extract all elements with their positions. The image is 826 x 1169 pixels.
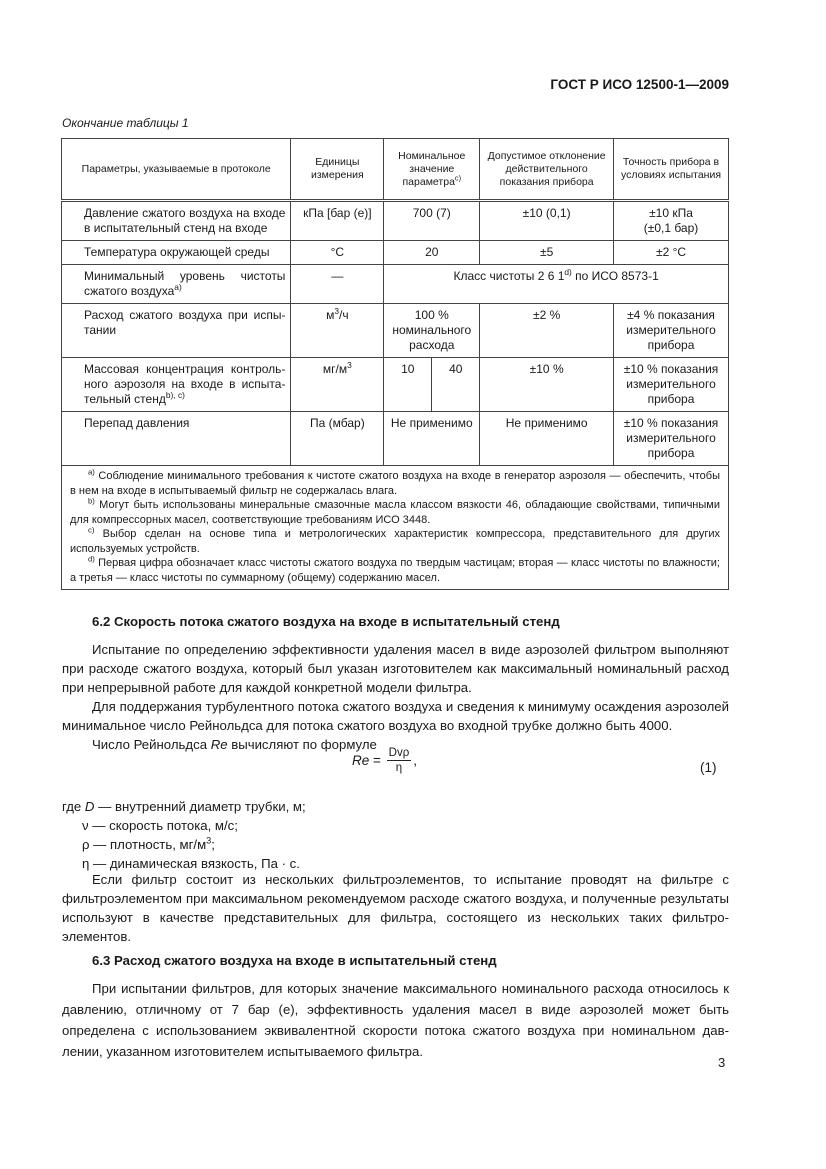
- section-6-3-title: 6.3 Расход сжатого воздуха на входе в испытательный стенд: [92, 953, 497, 968]
- row-deviation: ±5: [480, 241, 614, 265]
- header-nominal: Номинальное значение параметра$^{c)}$: [384, 139, 480, 201]
- row-units: —: [291, 265, 384, 304]
- row-accuracy: ±2 °С: [614, 241, 729, 265]
- row-nominal-a: 10: [384, 358, 432, 412]
- equation-number: (1): [700, 760, 717, 775]
- definition: ν — скорость потока, м/с;: [82, 818, 238, 833]
- table-row: [62, 412, 729, 466]
- row-units: $м^3/ч$: [291, 304, 384, 358]
- header-param: Параметры, указываемые в протоколе: [62, 139, 291, 201]
- table-header-row: [62, 139, 729, 201]
- definition: ρ — плотность, $мг/м^3$;: [82, 835, 215, 852]
- table-notes-row: [62, 466, 729, 590]
- row-nominal-b: 40: [432, 358, 480, 412]
- row-units: Па (мбар): [291, 412, 384, 466]
- row-deviation: ±10 %: [480, 358, 614, 412]
- paragraph: Число Рейнольдса Re вычисляют по формуле: [92, 737, 377, 752]
- header-accuracy: Точность прибора в условиях испытания: [614, 139, 729, 201]
- row-param: Давление сжатого воздуха на входе в испытательный стенд на входе: [62, 201, 291, 241]
- section-6-2-body: [62, 640, 729, 754]
- definition: где D — внутренний диаметр трубки, м;: [62, 799, 306, 814]
- paragraph: Для поддержания турбулентного потока сжатого воздуха и сведения к минимуму осаждения аэрозолей минимальное число Рейнольдса для потока сжатого воздуха во входной трубке должно быть 4000.: [62, 699, 729, 733]
- row-nominal: 100 % номинального расхода: [384, 304, 480, 358]
- row-accuracy: ±10 кПа (±0,1 бар): [614, 201, 729, 241]
- table-footnotes: [62, 466, 729, 590]
- parameters-table: [61, 138, 729, 590]
- paragraph: При испытании фильтров, для которых значение максимального номинального расхода относилось к давлению, отличному от 7 бар (е), эффективность удаления масел в виде аэрозолей может быть определена с использованием эквивалентной скорости потока сжатого воздуха при номинальном давлении, указанном изготовителем испытываемого фильтра.: [62, 981, 729, 1059]
- footnote-b: $^{b)}$ Могут быть использованы минеральные смазочные масла классом вязкости 46, обладающие свойствами, типичными для компрессорных масел, соответствующие требованиям ИСО 3448.: [70, 496, 720, 526]
- row-accuracy: ±4 % показания измерительного прибора: [614, 304, 729, 358]
- header-units: Единицы измерения: [291, 139, 384, 201]
- document-id: ГОСТ Р ИСО 12500-1—2009: [550, 77, 729, 92]
- footnote-c: $^{c)}$ Выбор сделан на основе типа и метрологических характеристик компрессора, представительного для других используемых устройств.: [70, 525, 720, 555]
- table-row: [62, 241, 729, 265]
- row-merged-value: Класс чистоты 2 6 1$^{d)}$ по ИСО 8573-1: [384, 265, 729, 304]
- row-deviation: Не применимо: [480, 412, 614, 466]
- row-accuracy: ±10 % показания измерительного прибора: [614, 412, 729, 466]
- section-6-2-title: 6.2 Скорость потока сжатого воздуха на входе в испытательный стенд: [92, 614, 560, 629]
- row-param: Перепад давления: [62, 412, 291, 466]
- section-6-3-body: [62, 978, 729, 1062]
- definition: η — динамическая вязкость, Па · с.: [82, 856, 300, 871]
- paragraph: Испытание по определению эффективности удаления масел в виде аэрозолей фильтром выполняют при расходе сжатого воздуха, который был указан изготовителем как максимальный номинальный расход при непрерывной работе для каждой конкретной модели фильтра.: [62, 642, 729, 695]
- row-param: Массовая концентрация контрольного аэрозоля на входе в испытательный стенд$^{b), c)}$: [62, 358, 291, 412]
- footnote-a: $^{a)}$ Соблюдение минимального требования к чистоте сжатого воздуха на входе в генератор аэрозоля — обеспечить, чтобы в нем на входе в испытываемый фильтр не содержалась влага.: [70, 467, 720, 497]
- section-6-2-body-cont: [62, 870, 729, 946]
- row-units: кПа [бар (е)]: [291, 201, 384, 241]
- formula-definitions: [62, 797, 306, 873]
- row-param: Температура окружающей среды: [62, 241, 291, 265]
- header-deviation: Допустимое отклонение действительного показания прибора: [480, 139, 614, 201]
- row-nominal: 20: [384, 241, 480, 265]
- table-row: [62, 265, 729, 304]
- row-nominal: Не применимо: [384, 412, 480, 466]
- formula-fraction: $\frac{\text{Dvρ}}{\eta}$: [388, 747, 410, 774]
- row-units: °С: [291, 241, 384, 265]
- page-number: 3: [718, 1055, 726, 1070]
- table-row: [62, 358, 729, 412]
- row-deviation: ±2 %: [480, 304, 614, 358]
- table-row: [62, 201, 729, 241]
- table-caption: Окончание таблицы 1: [62, 116, 189, 130]
- row-units: $мг/м^3$: [291, 358, 384, 412]
- table-row: [62, 304, 729, 358]
- row-accuracy: ±10 % показания измерительного прибора: [614, 358, 729, 412]
- footnote-d: $^{d)}$ Первая цифра обозначает класс чистоты сжатого воздуха по твердым частицам; вторая — класс чистоты по влажности; а третья — класс чистоты по суммарному (общему) содержанию масел.: [70, 554, 720, 584]
- row-nominal: 700 (7): [384, 201, 480, 241]
- row-deviation: ±10 (0,1): [480, 201, 614, 241]
- paragraph: Если фильтр состоит из нескольких фильтроэлементов, то испытание проводят на фильтре с фильтроэлементом при максимальном рекомендуемом расходе сжатого воздуха, и полученные результаты используют в качестве представительных для фильтра, состоящего из нескольких таких фильтроэлементов.: [62, 872, 729, 944]
- row-param: Расход сжатого воздуха при испытании: [62, 304, 291, 358]
- reynolds-formula: Re = $\frac{\text{Dvρ}}{\eta}$ ,: [352, 747, 418, 774]
- row-param: Минимальный уровень чистоты сжатого воздуха$^{a)}$: [62, 265, 291, 304]
